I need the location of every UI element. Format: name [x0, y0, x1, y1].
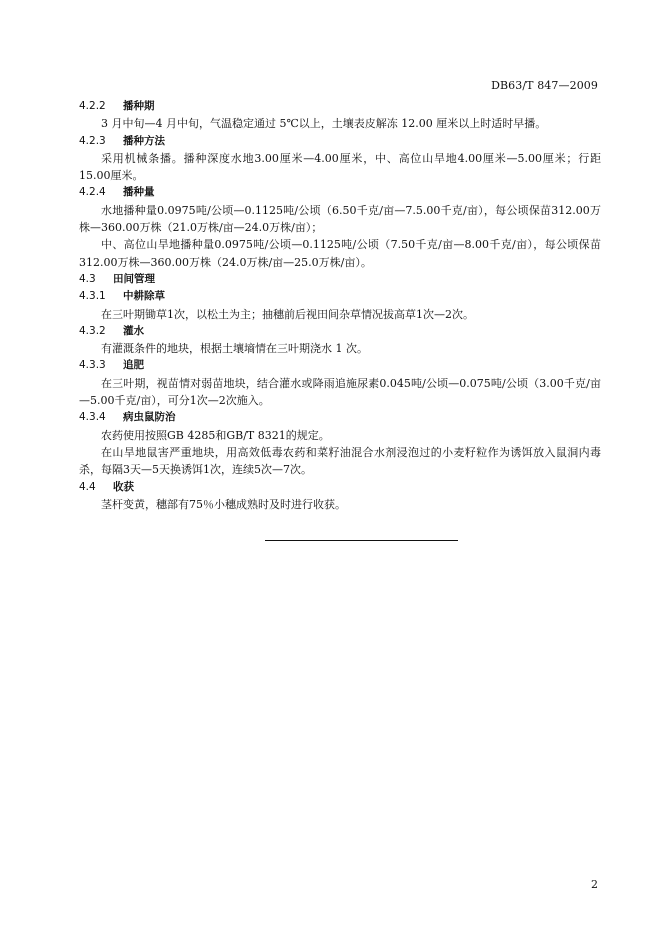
section-heading [79, 409, 601, 426]
document-body [79, 98, 601, 513]
section-title: 收获 [113, 480, 134, 493]
section-number: 4.4 [79, 480, 96, 493]
end-rule [265, 540, 458, 541]
section-heading [79, 271, 601, 288]
section-title: 播种方法 [123, 134, 165, 147]
paragraph: 采用机械条播。播种深度水地3.00厘米—4.00厘米，中、高位山旱地4.00厘米—5.00厘米；行距15.00厘米。 [79, 151, 601, 183]
section-title: 追肥 [123, 359, 144, 372]
section-number: 4.2.2 [79, 100, 106, 112]
paragraph: 在三叶期锄草1次，以松土为主；抽穗前后视田间杂草情况拔高草1次—2次。 [101, 307, 474, 321]
section-title: 田间管理 [113, 272, 155, 285]
section-heading [79, 323, 601, 340]
section-number: 4.3 [79, 272, 96, 285]
paragraph: 在山旱地鼠害严重地块，用高效低毒农药和菜籽油混合水剂浸泡过的小麦籽粒作为诱饵放入鼠洞内毒杀，每隔3天—5天换诱饵1次，连续5次—7次。 [79, 445, 601, 477]
section-number: 4.3.2 [79, 324, 106, 337]
section-number: 4.2.3 [79, 134, 106, 147]
section-number: 4.3.3 [79, 359, 106, 372]
section-heading [79, 133, 601, 150]
paragraph: 3 月中旬—4 月中旬，气温稳定通过 5℃以上，土壤表皮解冻 12.00 厘米以上时适时早播。 [101, 117, 547, 131]
page-number: 2 [591, 878, 598, 891]
standard-code: DB63/T 847—2009 [491, 79, 598, 92]
paragraph: 农药使用按照GB 4285和GB/T 8321的规定。 [101, 428, 330, 442]
paragraph: 茎杆变黄，穗部有75％小穗成熟时及时进行收获。 [101, 497, 346, 511]
section-title: 中耕除草 [123, 290, 165, 303]
section-number: 4.2.4 [79, 186, 106, 199]
section-heading [79, 479, 601, 496]
paragraph: 水地播种量0.0975吨/公顷—0.1125吨/公顷（6.50千克/亩—7.5.00千克/亩），每公顷保苗312.00万株—360.00万株（21.0万株/亩—24.0万株/亩）； [79, 203, 601, 235]
section-title: 灌水 [123, 324, 144, 337]
section-heading [79, 288, 601, 305]
paragraph: 中、高位山旱地播种量0.0975吨/公顷—0.1125吨/公顷（7.50千克/亩—8.00千克/亩），每公顷保苗312.00万株—360.00万株（24.0万株/亩—25.0万株/亩）。 [79, 238, 601, 269]
section-heading [79, 98, 601, 115]
section-number: 4.3.4 [79, 411, 106, 424]
section-number: 4.3.1 [79, 290, 106, 303]
paragraph: 有灌溉条件的地块，根据土壤墒情在三叶期浇水 1 次。 [101, 342, 368, 356]
section-heading [79, 184, 601, 201]
section-title: 病虫鼠防治 [123, 411, 176, 424]
paragraph: 在三叶期，视苗情对弱苗地块，结合灌水或降雨追施尿素0.045吨/公顷—0.075吨/公顷（3.00千克/亩—5.00千克/亩），可分1次—2次施入。 [79, 376, 601, 408]
section-title: 播种量 [123, 186, 155, 199]
section-heading [79, 357, 601, 374]
section-title: 播种期 [123, 100, 155, 112]
